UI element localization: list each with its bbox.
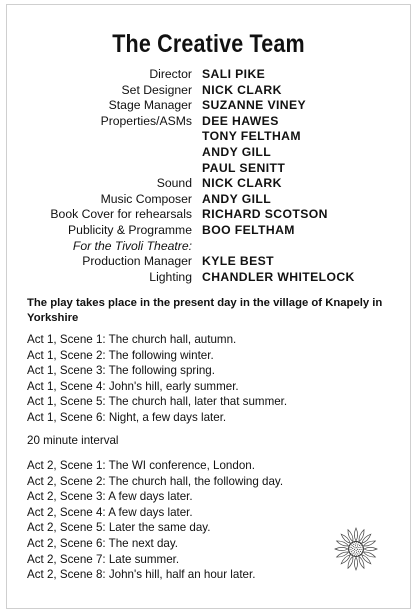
scene-line: Act 2, Scene 3: A few days later. xyxy=(27,490,193,504)
sunflower-icon xyxy=(333,526,379,572)
credit-role: Book Cover for rehearsals xyxy=(50,207,192,222)
scene-line: Act 1, Scene 6: Night, a few days later. xyxy=(27,410,227,424)
credit-name: RICHARD SCOTSON xyxy=(202,207,328,222)
scene-line: Act 2, Scene 8: John's hill, half an hour later. xyxy=(27,568,256,582)
credit-row xyxy=(0,239,417,255)
credit-role: Lighting xyxy=(149,269,192,284)
credit-row xyxy=(0,176,417,192)
credit-role: Publicity & Programme xyxy=(68,222,192,237)
credit-name: DEE HAWES xyxy=(202,113,279,128)
credit-role: Set Designer xyxy=(121,82,192,97)
scene-line: Act 1, Scene 3: The following spring. xyxy=(27,364,215,378)
scene-line: Act 2, Scene 7: Late summer. xyxy=(27,552,180,566)
scene-line: Act 1, Scene 5: The church hall, later that summer. xyxy=(27,395,288,409)
play-setting: The play takes place in the present day in the village of Knapely in Yorkshire xyxy=(27,297,383,324)
credit-name: NICK CLARK xyxy=(202,82,282,97)
credit-role: Sound xyxy=(156,176,192,191)
credit-name: CHANDLER WHITELOCK xyxy=(202,269,355,284)
credit-row xyxy=(0,67,417,83)
credit-row xyxy=(0,270,417,286)
credit-role: Stage Manager xyxy=(108,98,192,113)
act-1-scenes xyxy=(27,332,397,426)
credit-row xyxy=(0,98,417,114)
credit-row xyxy=(0,145,417,161)
credit-row xyxy=(0,114,417,130)
credit-row xyxy=(0,83,417,99)
credit-name: BOO FELTHAM xyxy=(202,222,295,237)
credit-name: NICK CLARK xyxy=(202,176,282,191)
scene-line: Act 2, Scene 1: The WI conference, London. xyxy=(27,459,255,472)
credit-role: Production Manager xyxy=(82,254,192,269)
credit-name: ANDY GILL xyxy=(202,191,272,206)
scene-line: Act 2, Scene 2: The church hall, the following day. xyxy=(27,474,284,488)
scene-line: Act 1, Scene 1: The church hall, autumn. xyxy=(27,333,237,346)
credit-role: Properties/ASMs xyxy=(100,113,192,128)
interval-note: 20 minute interval xyxy=(27,434,119,447)
credit-role xyxy=(0,145,202,161)
credits-list xyxy=(0,67,417,285)
credit-row xyxy=(0,161,417,177)
credit-role: Director xyxy=(149,67,192,81)
credit-name: SUZANNE VINEY xyxy=(202,98,307,113)
scene-line: Act 1, Scene 2: The following winter. xyxy=(27,348,214,362)
credit-role: Music Composer xyxy=(100,191,192,206)
credit-row xyxy=(0,254,417,270)
credit-name: SALI PIKE xyxy=(202,67,266,81)
credit-row xyxy=(0,207,417,223)
credit-name: TONY FELTHAM xyxy=(202,129,301,144)
credit-row xyxy=(0,129,417,145)
credit-row xyxy=(0,192,417,208)
credit-name: PAUL SENITT xyxy=(202,160,286,175)
scene-line: Act 2, Scene 4: A few days later. xyxy=(27,505,193,519)
scene-line: Act 1, Scene 4: John's hill, early summer. xyxy=(27,379,239,393)
scene-line: Act 2, Scene 5: Later the same day. xyxy=(27,521,211,535)
credit-role xyxy=(0,129,202,145)
credit-role xyxy=(0,161,202,177)
credit-name: KYLE BEST xyxy=(202,254,274,269)
credit-name: ANDY GILL xyxy=(202,144,272,159)
credit-role: For the Tivoli Theatre: xyxy=(72,238,192,253)
credit-row xyxy=(0,223,417,239)
scene-line: Act 2, Scene 6: The next day. xyxy=(27,536,179,550)
page-title: The Creative Team xyxy=(112,30,305,58)
